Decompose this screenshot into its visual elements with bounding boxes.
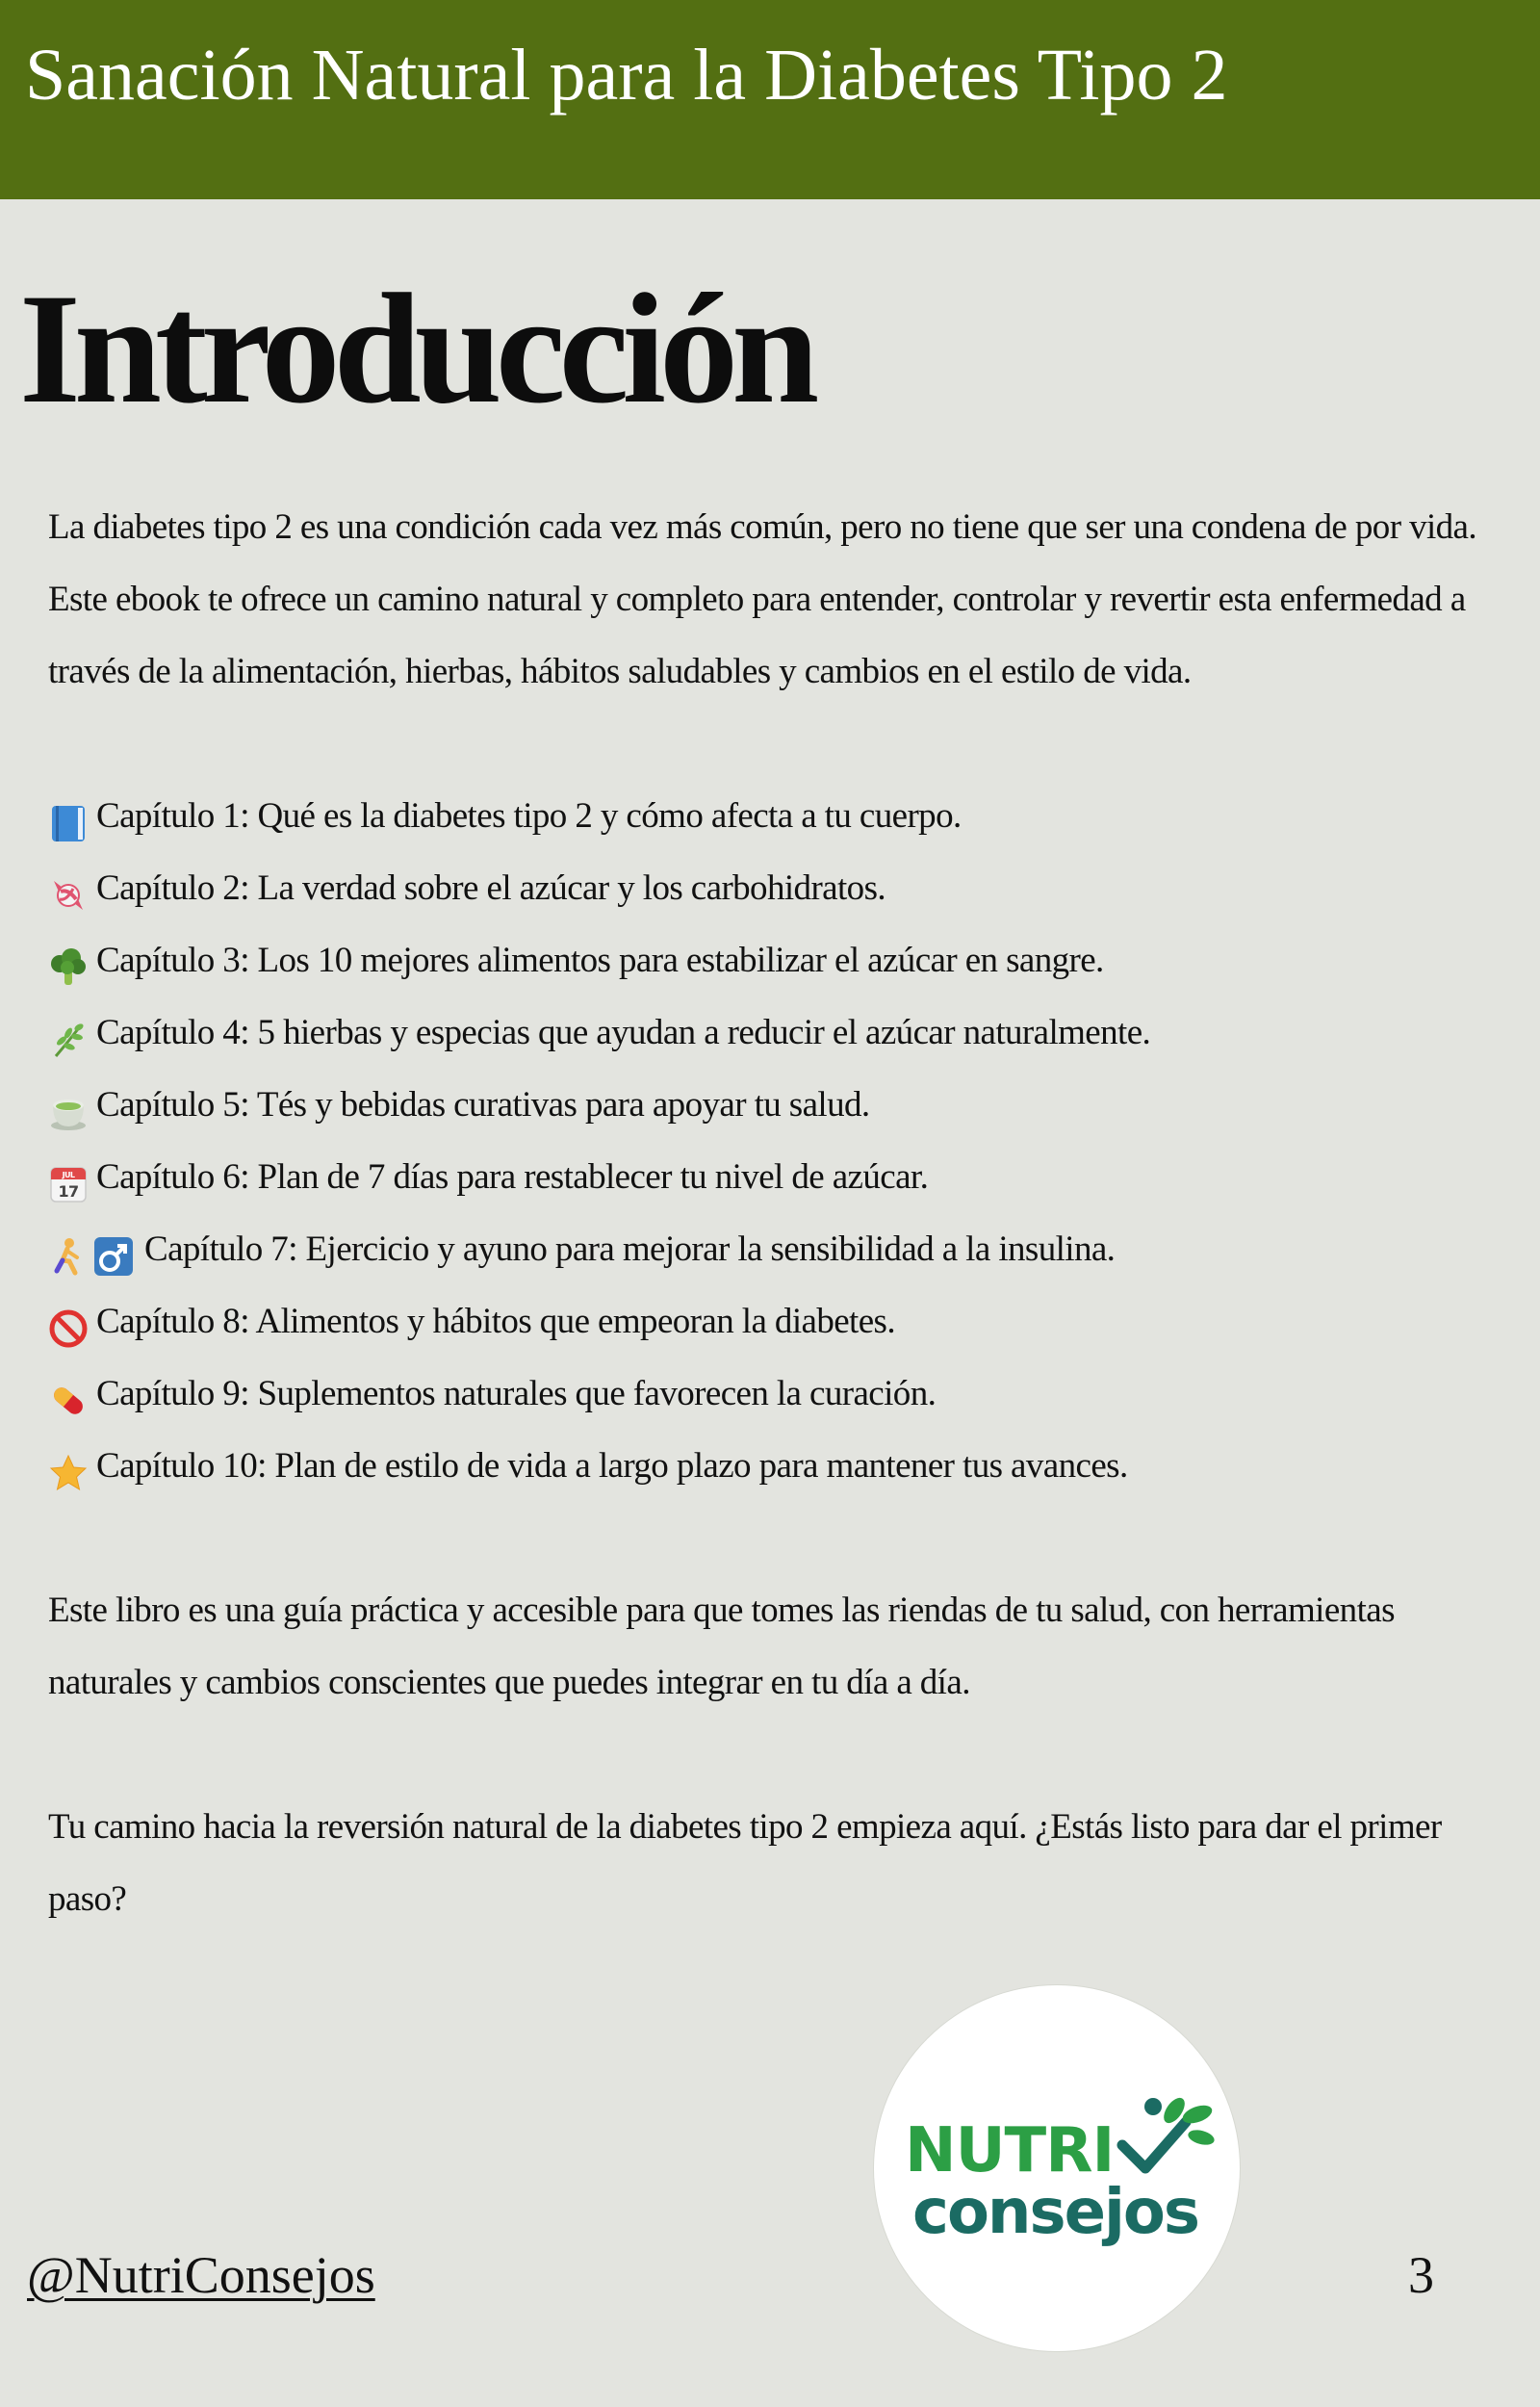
spacer <box>48 708 1502 780</box>
book-title: Sanación Natural para la Diabetes Tipo 2 <box>25 35 1228 116</box>
logo-text-consejos: consejos <box>912 2177 1198 2248</box>
page-number: 3 <box>1408 2246 1434 2304</box>
tea-cup-icon <box>48 1085 89 1126</box>
chapter-item-10 <box>48 1430 1502 1502</box>
chapter-text: Capítulo 5: Tés y bebidas curativas para apoyar tu salud. <box>96 1085 870 1125</box>
chapter-item-2 <box>48 852 1502 924</box>
chapter-text: Capítulo 10: Plan de estilo de vida a largo plazo para mantener tus avances. <box>96 1446 1128 1486</box>
calendar-month: JUL <box>62 1170 75 1179</box>
chapter-text: Capítulo 6: Plan de 7 días para restablecer tu nivel de azúcar. <box>96 1157 929 1197</box>
chapter-item-9 <box>48 1358 1502 1430</box>
broccoli-icon <box>48 941 89 981</box>
spacer <box>48 1502 1502 1574</box>
social-handle-link[interactable]: @NutriConsejos <box>27 2246 375 2304</box>
chapter-item-4 <box>48 996 1502 1069</box>
star-icon <box>48 1446 89 1487</box>
chapter-text: Capítulo 9: Suplementos naturales que favorecen la curación. <box>96 1374 937 1413</box>
candy-icon <box>48 868 89 909</box>
chapter-text: Capítulo 1: Qué es la diabetes tipo 2 y cómo afecta a tu cuerpo. <box>96 796 962 836</box>
chapter-item-5 <box>48 1069 1502 1141</box>
calendar-icon <box>48 1157 89 1201</box>
logo-text-nutri: NUTRI <box>905 2115 1115 2187</box>
intro-paragraph: La diabetes tipo 2 es una condición cada vez más común, pero no tiene que ser una condena de por vida. Este ebook te ofrece un camino natural y completo para entender, controlar y revertir esta enfermedad a través de la alimentación, hierbas, hábitos saludables y cambios en el estilo de vida. <box>48 507 1477 691</box>
calendar-day: 17 <box>58 1181 79 1201</box>
leaf-check-icon <box>1115 2085 1220 2191</box>
spacer <box>48 1719 1502 1791</box>
closing-paragraph-1: Este libro es una guía práctica y accesible para que tomes las riendas de tu salud, con herramientas naturales y cambios conscientes que puedes integrar en tu día a día. <box>48 1591 1395 1702</box>
pill-icon <box>48 1374 89 1414</box>
closing-paragraph-2: Tu camino hacia la reversión natural de la diabetes tipo 2 empieza aquí. ¿Estás listo para dar el primer paso? <box>48 1807 1442 1919</box>
main-content <box>48 491 1502 1935</box>
prohibited-icon <box>48 1302 89 1342</box>
chapter-item-8 <box>48 1285 1502 1358</box>
nutriconsejos-logo <box>874 1985 1240 2351</box>
chapter-text: Capítulo 7: Ejercicio y ayuno para mejorar la sensibilidad a la insulina. <box>144 1229 1116 1269</box>
chapter-text: Capítulo 2: La verdad sobre el azúcar y los carbohidratos. <box>96 868 886 908</box>
chapter-text: Capítulo 3: Los 10 mejores alimentos para estabilizar el azúcar en sangre. <box>96 941 1104 980</box>
chapter-text: Capítulo 4: 5 hierbas y especias que ayudan a reducir el azúcar naturalmente. <box>96 1013 1151 1052</box>
chapter-item-6 <box>48 1141 1502 1213</box>
chapter-item-1 <box>48 780 1502 852</box>
blue-book-icon <box>48 796 89 837</box>
chapter-item-3 <box>48 924 1502 996</box>
section-heading: Introducción <box>19 262 813 436</box>
chapter-item-7 <box>48 1213 1502 1285</box>
header-bar <box>0 0 1540 199</box>
chapter-list <box>48 780 1502 1502</box>
person-running-male-sign-icon <box>48 1229 137 1270</box>
chapter-text: Capítulo 8: Alimentos y hábitos que empeoran la diabetes. <box>96 1302 895 1341</box>
herb-icon <box>48 1013 89 1053</box>
